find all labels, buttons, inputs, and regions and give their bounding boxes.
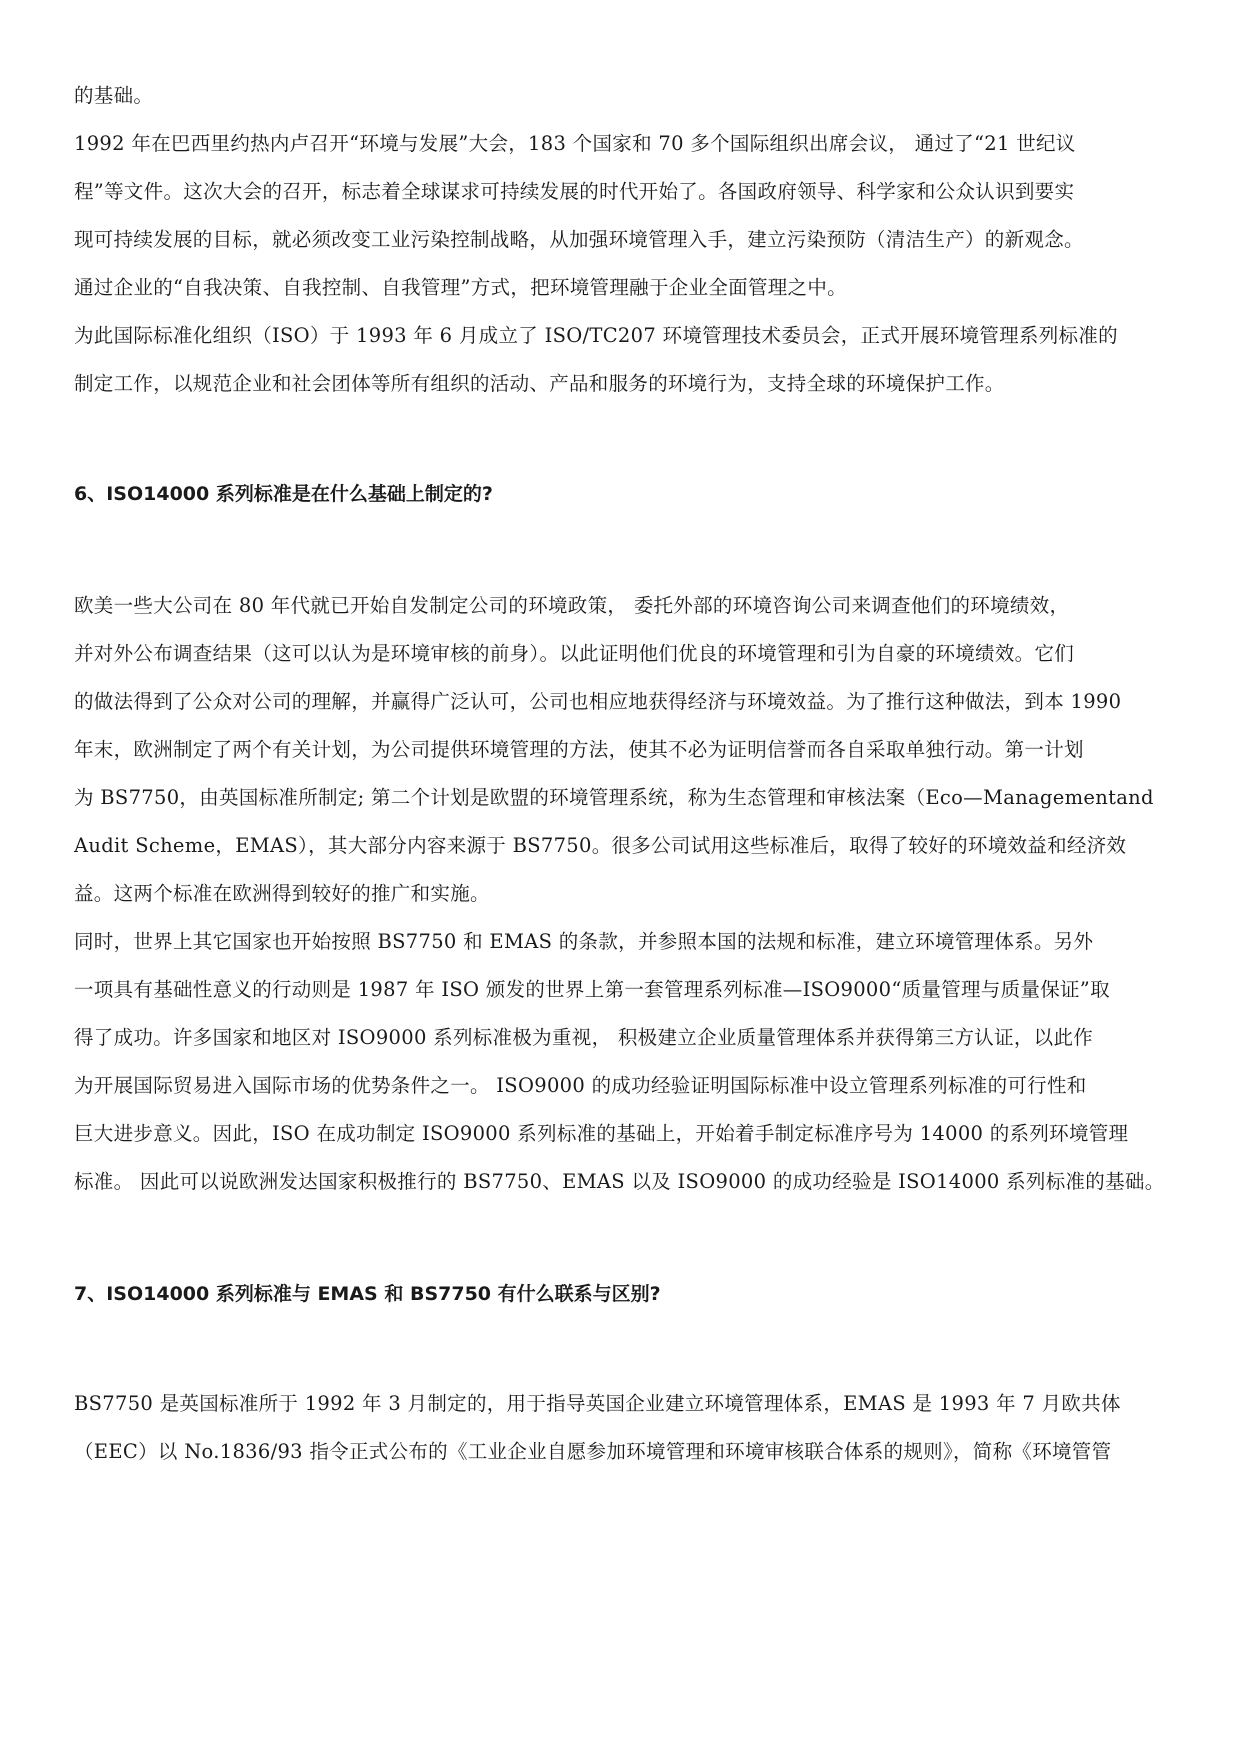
paragraph-line: 为此国际标准化组织（ISO）于 1993 年 6 月成立了 ISO/TC207 环境管理技术委员会，正式开展环境管理系列标准的 [74,324,1118,347]
paragraph-line: 现可持续发展的目标，就必须改变工业污染控制战略，从加强环境管理入手，建立污染预防（清洁生产）的新观念。 [74,228,1084,251]
paragraph-line: 得了成功。许多国家和地区对 ISO9000 系列标准极为重视， 积极建立企业质量管理体系并获得第三方认证，以此作 [74,1026,1094,1049]
paragraph-line: 并对外公布调查结果（这可以认为是环境审核的前身）。以此证明他们优良的环境管理和引为自豪的环境绩效。它们 [74,642,1075,665]
paragraph-line: 1992 年在巴西里约热内卢召开“环境与发展”大会，183 个国家和 70 多个国际组织出席会议， 通过了“21 世纪议 [74,132,1076,155]
paragraph-line: Audit Scheme，EMAS），其大部分内容来源于 BS7750。很多公司试用这些标准后，取得了较好的环境效益和经济效 [74,834,1127,857]
paragraph-line: BS7750 是英国标准所于 1992 年 3 月制定的，用于指导英国企业建立环境管理体系，EMAS 是 1993 年 7 月欧共体 [74,1392,1121,1415]
paragraph-line: 标准。 因此可以说欧洲发达国家积极推行的 BS7750、EMAS 以及 ISO9000 的成功经验是 ISO14000 系列标准的基础。 [74,1170,1165,1193]
paragraph-line: 通过企业的“自我决策、自我控制、自我管理”方式，把环境管理融于企业全面管理之中。 [74,276,847,299]
paragraph-line: 为 BS7750，由英国标准所制定; 第二个计划是欧盟的环境管理系统，称为生态管理和审核法案（Eco—Managementand [74,786,1154,809]
paragraph-line: 的做法得到了公众对公司的理解，并赢得广泛认可，公司也相应地获得经济与环境效益。为了推行这种做法，到本 1990 [74,690,1122,713]
section-heading-6: 6、ISO14000 系列标准是在什么基础上制定的? [74,483,493,505]
paragraph-line: 巨大进步意义。因此，ISO 在成功制定 ISO9000 系列标准的基础上，开始着手制定标准序号为 14000 的系列环境管理 [74,1122,1129,1145]
paragraph-line: 为开展国际贸易进入国际市场的优势条件之一。 ISO9000 的成功经验证明国际标准中设立管理系列标准的可行性和 [74,1074,1087,1097]
paragraph-line: 程”等文件。这次大会的召开，标志着全球谋求可持续发展的时代开始了。各国政府领导、科学家和公众认识到要实 [74,180,1075,203]
paragraph-line: 的基础。 [74,84,154,107]
paragraph-line: （EEC）以 No.1836/93 指令正式公布的《工业企业自愿参加环境管理和环境审核联合体系的规则》，简称《环境管管 [74,1440,1112,1463]
paragraph-line: 年末，欧洲制定了两个有关计划，为公司提供环境管理的方法，使其不必为证明信誉而各自采取单独行动。第一计划 [74,738,1084,761]
paragraph-line: 欧美一些大公司在 80 年代就已开始自发制定公司的环境政策， 委托外部的环境咨询公司来调查他们的环境绩效， [74,594,1070,617]
paragraph-line: 同时，世界上其它国家也开始按照 BS7750 和 EMAS 的条款，并参照本国的法规和标准，建立环境管理体系。另外 [74,930,1094,953]
paragraph-line: 一项具有基础性意义的行动则是 1987 年 ISO 颁发的世界上第一套管理系列标准—ISO9000“质量管理与质量保证”取 [74,978,1110,1001]
section-heading-7: 7、ISO14000 系列标准与 EMAS 和 BS7750 有什么联系与区别? [74,1283,661,1305]
paragraph-line: 制定工作，以规范企业和社会团体等所有组织的活动、产品和服务的环境行为，支持全球的环境保护工作。 [74,372,1005,395]
paragraph-line: 益。这两个标准在欧洲得到较好的推广和实施。 [74,882,490,905]
